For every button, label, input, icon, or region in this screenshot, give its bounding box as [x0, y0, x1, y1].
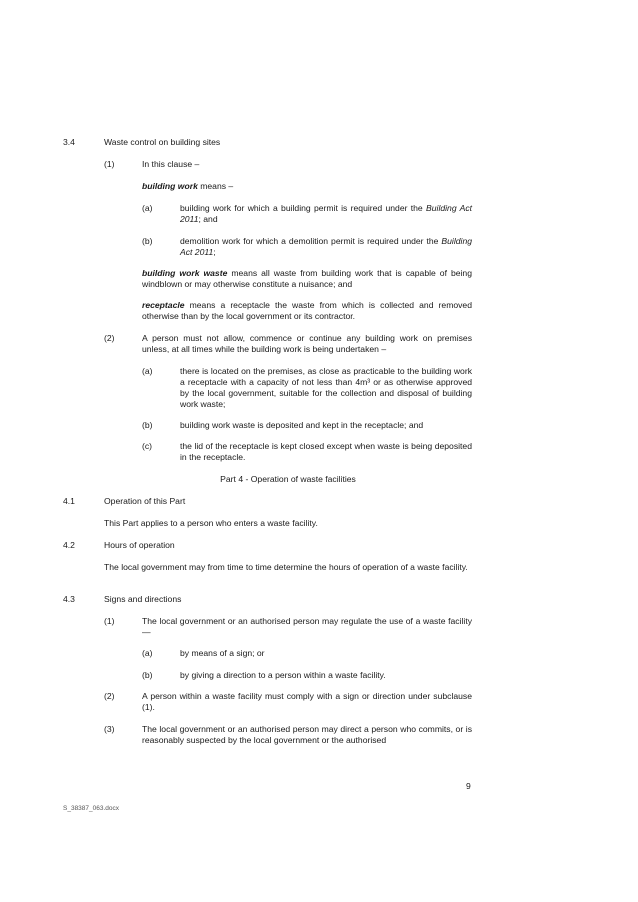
clause-text: The local government or an authorised person may direct a person who commits, or is reasonably suspected by the local government or the authorised	[142, 724, 472, 745]
paragraph-text: the lid of the receptacle is kept closed except when waste is being deposited in the receptacle.	[180, 441, 472, 462]
text-span: demolition work for which a demolition permit is required under the	[180, 236, 442, 246]
paragraph-label: (c)	[142, 441, 153, 451]
paragraph-text	[180, 203, 472, 225]
clause-label: (3)	[104, 724, 115, 734]
section-title-3-4: Waste control on building sites	[104, 137, 221, 147]
paragraph-text: building work waste is deposited and kept in the receptacle; and	[180, 420, 424, 430]
text-span: ;	[213, 247, 216, 257]
paragraph-text: by giving a direction to a person within a waste facility.	[180, 670, 386, 680]
defined-term: building work	[142, 181, 198, 191]
act-title: Building Act 2011	[180, 203, 473, 224]
section-number-4-2: 4.2	[63, 540, 75, 550]
paragraph-label: (b)	[142, 670, 153, 680]
section-number-3-4: 3.4	[63, 137, 75, 147]
paragraph-label: (a)	[142, 366, 153, 376]
section-title-4-1: Operation of this Part	[104, 496, 186, 506]
part-heading: Part 4 - Operation of waste facilities	[220, 474, 356, 484]
definition-text: means all waste from building work that is capable of being windblown or may otherwise constitute a nuisance; and	[142, 268, 472, 289]
document-reference: S_38387_063.docx	[63, 805, 120, 812]
paragraph-text: there is located on the premises, as close as practicable to the building work a receptacle with a capacity of not less than 4m³ or as otherwise approved by the local government, suitable for the collection and disposal of building work waste;	[180, 366, 472, 409]
definition-building-work-waste	[142, 268, 472, 290]
clause-label: (2)	[104, 691, 115, 701]
section-text: The local government may from time to time determine the hours of operation of a waste facility.	[104, 562, 468, 572]
act-title: Building Act 2011	[180, 236, 472, 257]
defined-term: receptacle	[142, 300, 185, 310]
paragraph-label: (a)	[142, 648, 153, 658]
clause-label: (1)	[104, 616, 115, 626]
section-title-4-3: Signs and directions	[104, 594, 182, 604]
definition-receptacle	[142, 300, 472, 322]
section-text: This Part applies to a person who enters a waste facility.	[104, 518, 318, 528]
clause-label: (1)	[104, 159, 115, 169]
text-span: building work for which a building permit is required under the	[180, 203, 427, 213]
paragraph-text	[180, 236, 472, 258]
section-number-4-3: 4.3	[63, 594, 75, 604]
definition-text: means –	[197, 181, 234, 191]
paragraph-label: (b)	[142, 420, 153, 430]
clause-label: (2)	[104, 333, 115, 343]
definition-building-work	[142, 181, 233, 192]
section-title-4-2: Hours of operation	[104, 540, 175, 550]
defined-term: building work waste	[142, 268, 228, 278]
clause-text: In this clause –	[142, 159, 200, 169]
clause-text: A person must not allow, commence or continue any building work on premises unless, at all times while the building work is being undertaken –	[142, 333, 472, 354]
definition-text: means a receptacle the waste from which is collected and removed otherwise than by the local government or its contractor.	[142, 300, 472, 321]
page-number: 9	[466, 781, 471, 791]
clause-text: A person within a waste facility must comply with a sign or direction under subclause (1).	[142, 691, 472, 712]
clause-text: The local government or an authorised person may regulate the use of a waste facility—	[142, 616, 472, 637]
paragraph-label: (a)	[142, 203, 153, 213]
text-span: ; and	[198, 214, 218, 224]
paragraph-label: (b)	[142, 236, 153, 246]
paragraph-text: by means of a sign; or	[180, 648, 265, 658]
section-number-4-1: 4.1	[63, 496, 75, 506]
